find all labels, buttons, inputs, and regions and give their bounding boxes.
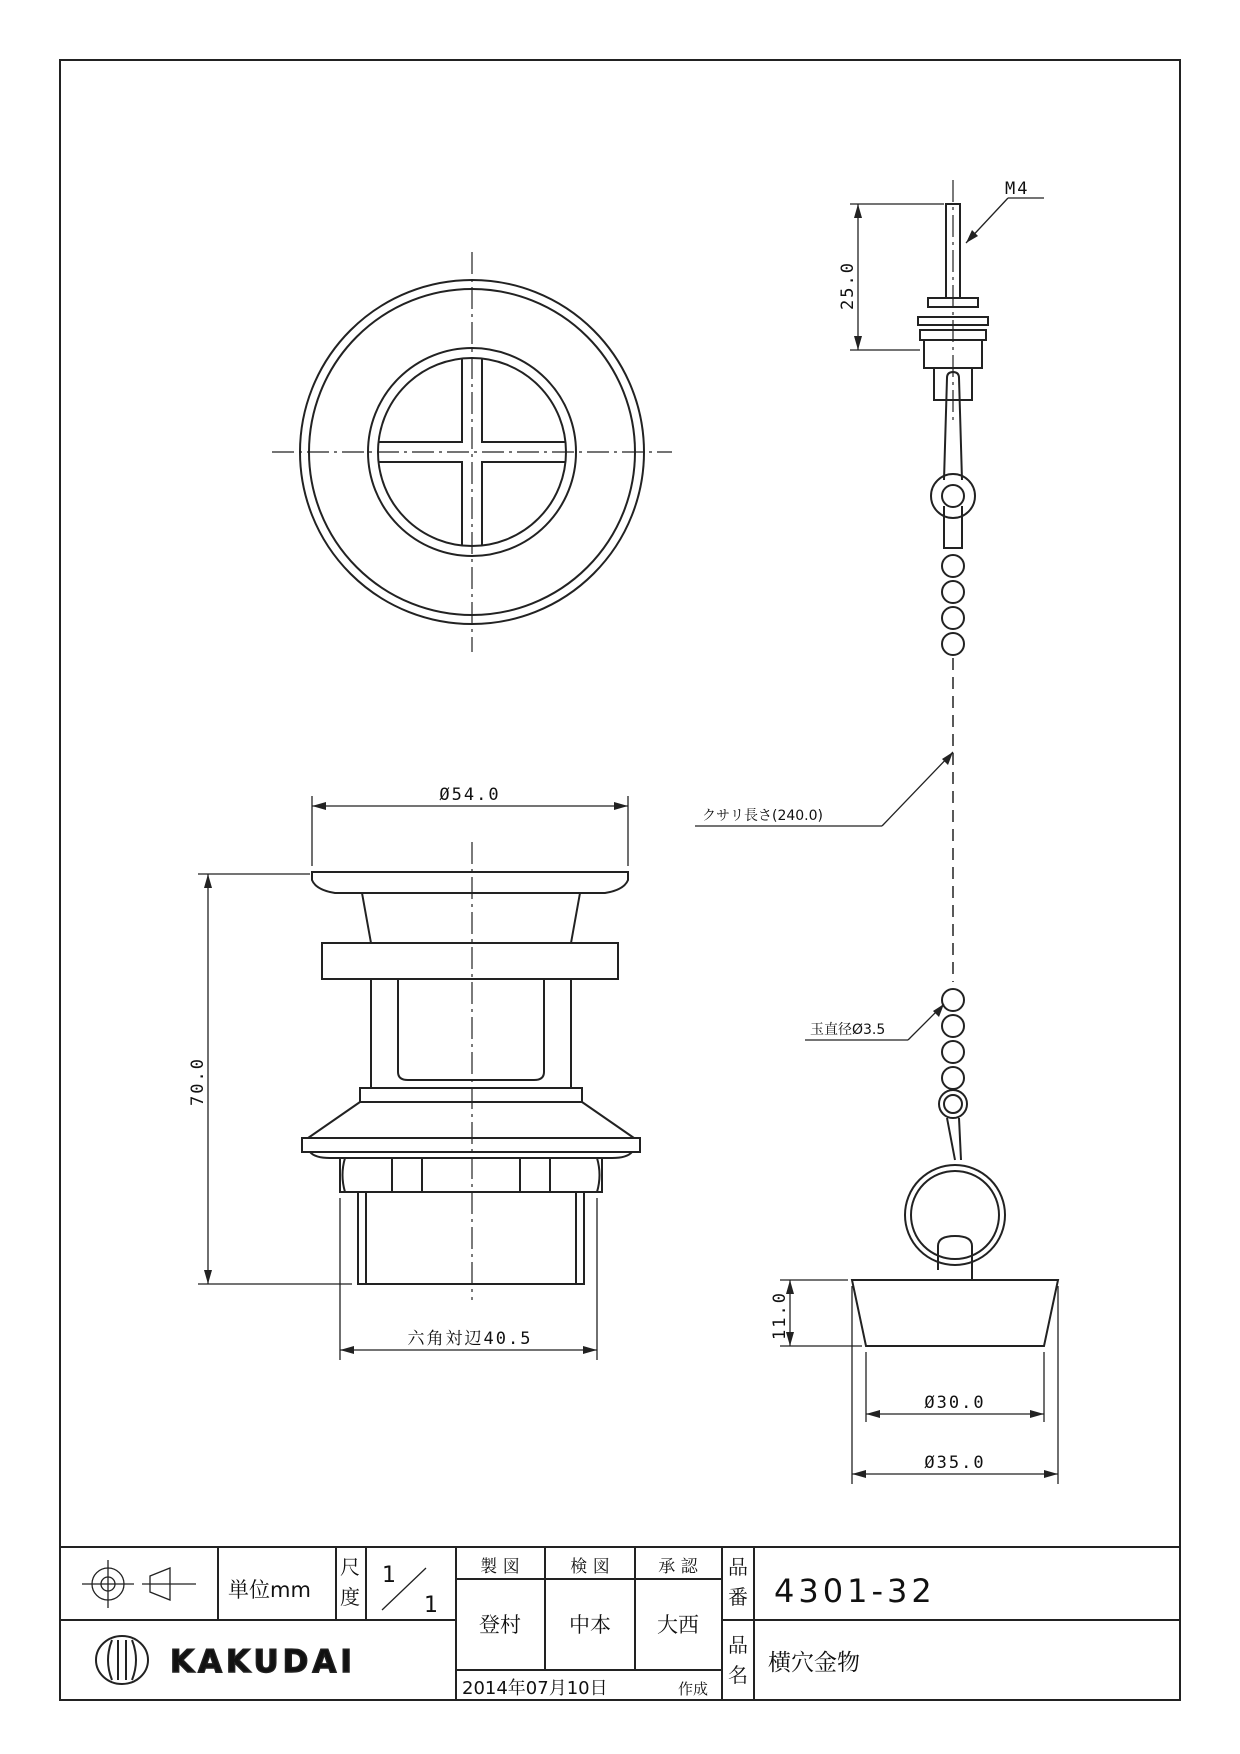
top-view	[272, 252, 672, 652]
projection-cone-icon	[142, 1568, 196, 1600]
checked-by: 中本	[569, 1613, 611, 1637]
body-height-label: 70.0	[188, 1057, 208, 1106]
dim-thread-leader	[966, 198, 1044, 243]
part-no-label-1: 品	[728, 1555, 748, 1579]
hex-label: 六角対辺40.5	[407, 1329, 533, 1349]
side-view	[302, 842, 640, 1300]
stopper	[852, 1165, 1058, 1346]
part-name-label-1: 品	[728, 1633, 748, 1657]
stopper-top-diameter-label: Ø35.0	[924, 1453, 986, 1473]
drawn-label: 製 図	[480, 1557, 520, 1577]
part-number: 4301-32	[774, 1572, 936, 1610]
pin-length-label: 25.0	[838, 261, 858, 310]
part-name-label-2: 名	[728, 1663, 748, 1687]
approved-by: 大西	[657, 1613, 699, 1637]
scale-label-1: 尺	[340, 1555, 360, 1579]
drawing-border	[60, 60, 1180, 1700]
approved-label: 承 認	[658, 1557, 698, 1577]
created-label: 作成	[678, 1680, 709, 1698]
checked-label: 検 図	[570, 1557, 610, 1577]
dim-flange-diameter	[312, 796, 628, 866]
thread-label: M4	[1005, 179, 1030, 199]
chain-balls-bottom	[939, 989, 967, 1160]
drawn-by: 登村	[479, 1613, 521, 1637]
ball-diameter-label: 玉直径Ø3.5	[810, 1022, 886, 1038]
dim-body-height	[198, 874, 352, 1284]
part-name: 横穴金物	[768, 1650, 860, 1676]
chain-length-label: クサリ長さ(240.0)	[702, 808, 824, 824]
date: 2014年07月10日	[462, 1678, 608, 1699]
part-no-label-2: 番	[728, 1585, 748, 1609]
scale-denominator: 1	[424, 1593, 438, 1618]
stopper-bottom-diameter-label: Ø30.0	[924, 1393, 986, 1413]
dim-stopper-height	[780, 1280, 862, 1346]
stopper-height-label: 11.0	[770, 1291, 790, 1340]
unit-label: 単位mm	[228, 1578, 311, 1602]
pin-assembly	[918, 180, 988, 548]
kakudai-logo-icon	[96, 1636, 148, 1684]
scale-numerator: 1	[382, 1563, 396, 1588]
chain-balls-top	[942, 555, 964, 655]
company-name: KAKUDAI	[170, 1644, 356, 1680]
flange-diameter-label: Ø54.0	[439, 785, 501, 805]
dim-pin-length	[850, 204, 944, 350]
scale-label-2: 度	[340, 1585, 360, 1609]
